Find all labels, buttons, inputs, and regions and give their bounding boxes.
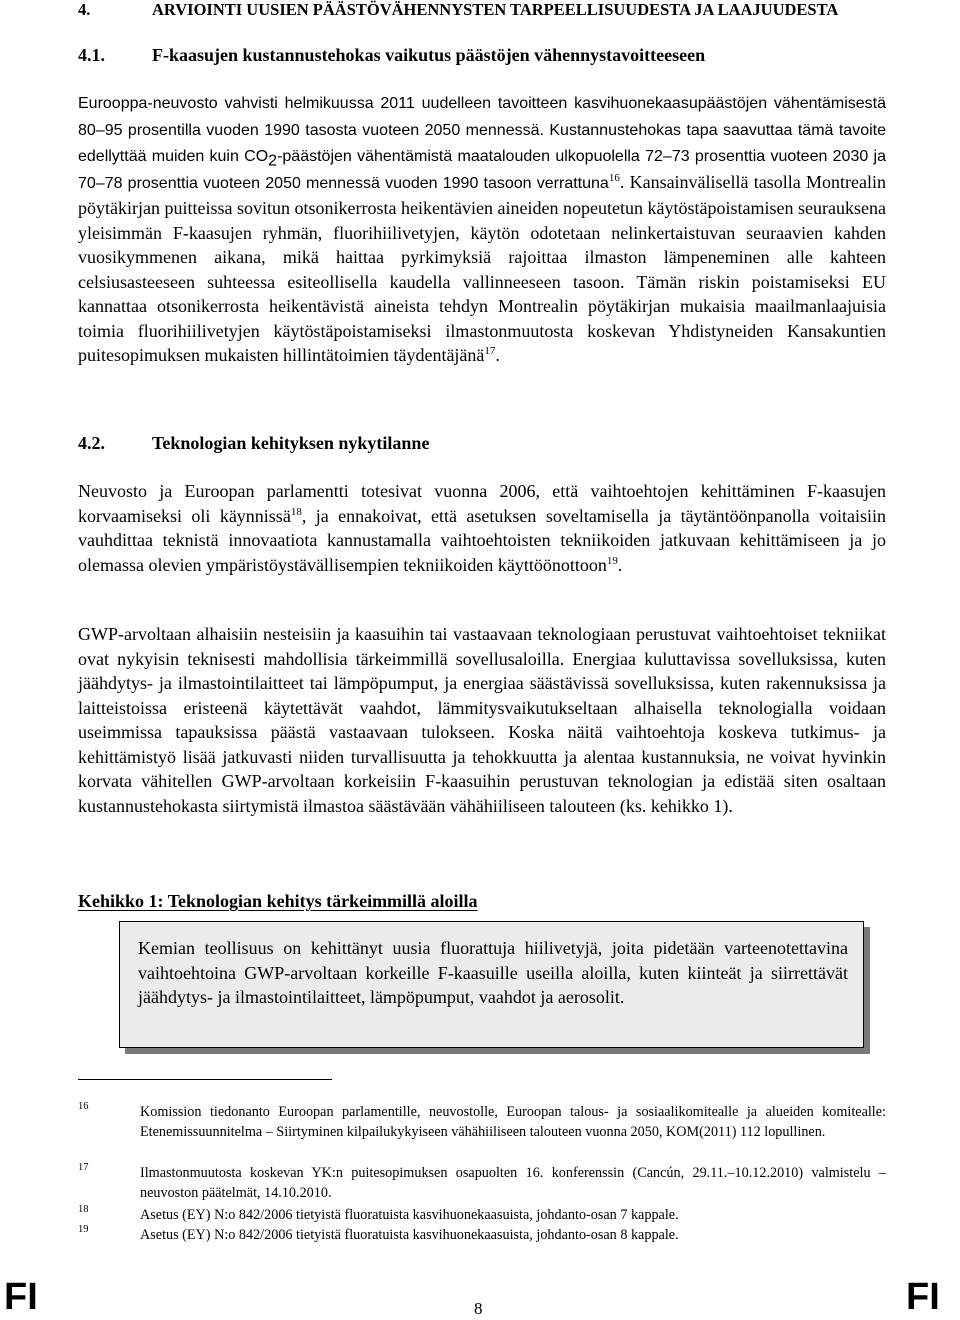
page-number: 8 (474, 1299, 483, 1318)
section-title: Teknologian kehityksen nykytilanne (152, 433, 430, 453)
footnote-number: 19 (78, 1224, 89, 1235)
paragraph-1-text-c: . Kansainvälisellä tasolla Montrealin pöytäkirjan puitteissa sovitun otsonikerrosta heikentävien aineiden nopeutetun käytöstäpoistamisen seurauksena yleisimmän F-kaasujen ryhmän, fluorihiilivetyjen, käytön odotetaan nelinkertaistuvan seuraavien kahden vuosikymmenen aikana, mikä haittaa pyrkimyksiä rajoittaa ilmaston lämpeneminen alle kahteen celsiusasteeseen suhteessa esiteollisella kaudella vallinneeseen tasoon. Tämän riskin poistamiseksi EU kannattaa otsonikerrosta heikentävistä aineista tehdyn Montrealin pöytäkirjan mukaisia maailmanlaajuisia toimia fluorihiilivetyjen käytöstäpoistamiseksi ilmastonmuutosta koskevan Yhdistyneiden Kansakuntien puitesopimuksen mukaisten hillintätoimien täydentäjänä (78, 171, 886, 365)
box-title: Kehikko 1: Teknologian kehitys tärkeimmillä aloilla (78, 891, 478, 911)
paragraph-2-text-a: Neuvosto ja Euroopan parlamentti totesivat vuonna 2006, että vaihtoehtojen kehittäminen F-kaasujen korvaamiseksi oli käynnissä (78, 481, 886, 526)
co2-subscript: 2 (268, 152, 278, 170)
paragraph-3: GWP-arvoltaan alhaisiin nesteisiin ja kaasuihin tai vastaavaan teknologiaan perustuvat vaihtoehtoiset tekniikat ovat nykyisin teknisesti mahdollisia tärkeimmillä sovellusaloilla. Energiaa kuluttavissa sovelluksissa, kuten jäähdytys- ja ilmastointilaitteet tai lämpöpumput, ja energiaa säästävissä sovelluksissa, kuten rakennuksissa ja laitteistoissa eristeenä käytettävät vaahdot, lämmitysvaikutukseltaan alhaisella teknologialla voidaan useimmissa tapauksissa päästä vastaavaan tulokseen. Koska näitä vaihtoehtoja koskeva tutkimus- ja kehittämistyö lisää jatkuvasti niiden turvallisuutta ja tehokkuutta ja alentaa kustannuksia, ne voivat hyvinkin korvata vähitellen GWP-arvoltaan korkeisiin F-kaasuihin perustuvan teknologian ja edistää siten osaltaan kustannustehokasta siirtymistä ilmastoa säästävään vähähiiliseen talouteen (ks. kehikko 1). (78, 624, 886, 816)
box-text: Kemian teollisuus on kehittänyt uusia fluorattuja hiilivetyjä, joita pidetään varteenotettavina vaihtoehtoina GWP-arvoltaan korkeille F-kaasuille useilla aloilla, kuten kiinteät ja siirrettävät jäähdytys- ja ilmastointilaitteet, lämpöpumput, vaahdot ja aerosolit. (138, 938, 848, 1007)
paragraph-1-text-a: Eurooppa-neuvosto vahvisti helmikuussa 2011 uudelleen tavoitteen kasvihuonekaasupäästöjen vähentämisestä 80–95 prosentilla vuoden 1990 tasosta vuoteen 2050 mennessä. Kustannustehokas tapa saavuttaa tämä tavoite edellyttää muiden kuin CO (78, 95, 886, 165)
footnote-separator (78, 1079, 332, 1080)
section-heading-4-1 (78, 44, 938, 66)
chapter-heading (78, 0, 938, 20)
section-number: 4.2. (78, 433, 105, 453)
footnote-text: Asetus (EY) N:o 842/2006 tietyistä fluoratuista kasvihuonekaasuista, johdanto-osan 8 kappale. (140, 1227, 679, 1243)
footnote-text: Komission tiedonanto Euroopan parlamentille, neuvostolle, Euroopan talous- ja sosiaalikomitealle ja alueiden komitealle: Etenemissuunnitelma – Siirtyminen kilpailukykyiseen vähähiiliseen talouteen vuonna 2050, KOM(2011) 112 lopullinen. (140, 1104, 886, 1140)
language-code-right: FI (906, 1276, 940, 1318)
footnote-ref-19: 19 (606, 554, 618, 567)
footnote-text: Ilmastonmuutosta koskevan YK:n puitesopimuksen osapuolten 16. konferenssin (Cancún, 29.11.–10.12.2010) valmistelu – neuvoston päätelmät, 14.10.2010. (140, 1165, 886, 1201)
paragraph-2-text-b: , ja ennakoivat, että asetuksen soveltamisella ja täytäntöönpanolla voitaisiin vauhdittaa teknistä innovaatiota kannustamalla vaihtoehtoisten tekniikoiden jatkuvaan kehittämiseen ja jo olemassa olevien ympäristöystävällisempien tekniikoiden käyttöönottoon (78, 505, 887, 575)
footnote-ref-16: 16 (608, 171, 620, 184)
section-title: F-kaasujen kustannustehokas vaikutus päästöjen vähennystavoitteeseen (152, 45, 706, 65)
paragraph-2 (78, 479, 886, 577)
footnote-number: 18 (78, 1204, 89, 1215)
section-heading-4-2 (78, 432, 938, 454)
paragraph-1-text-d: . (495, 345, 500, 365)
chapter-number: 4. (78, 0, 91, 19)
footnote-number: 16 (78, 1101, 89, 1112)
section-number: 4.1. (78, 45, 105, 65)
footnote-text: Asetus (EY) N:o 842/2006 tietyistä fluoratuista kasvihuonekaasuista, johdanto-osan 7 kappale. (140, 1207, 679, 1223)
footnote-number: 17 (78, 1162, 89, 1173)
footnote-ref-17: 17 (484, 345, 496, 357)
chapter-title: ARVIOINTI UUSIEN PÄÄSTÖVÄHENNYSTEN TARPEELLISUUDESTA JA LAAJUUDESTA (152, 0, 839, 19)
info-box (119, 921, 864, 1048)
paragraph-1 (78, 90, 886, 368)
language-code-left: FI (4, 1276, 38, 1318)
paragraph-1-text-b: -päästöjen vähentämistä maatalouden ulkopuolella 72–73 prosenttia vuoteen 2030 ja 70–78 prosenttia vuoteen 2050 mennessä vuoden 1990 tasoon verrattuna (78, 148, 886, 192)
footnote-ref-18: 18 (290, 505, 302, 518)
paragraph-2-text-c: . (617, 554, 623, 575)
